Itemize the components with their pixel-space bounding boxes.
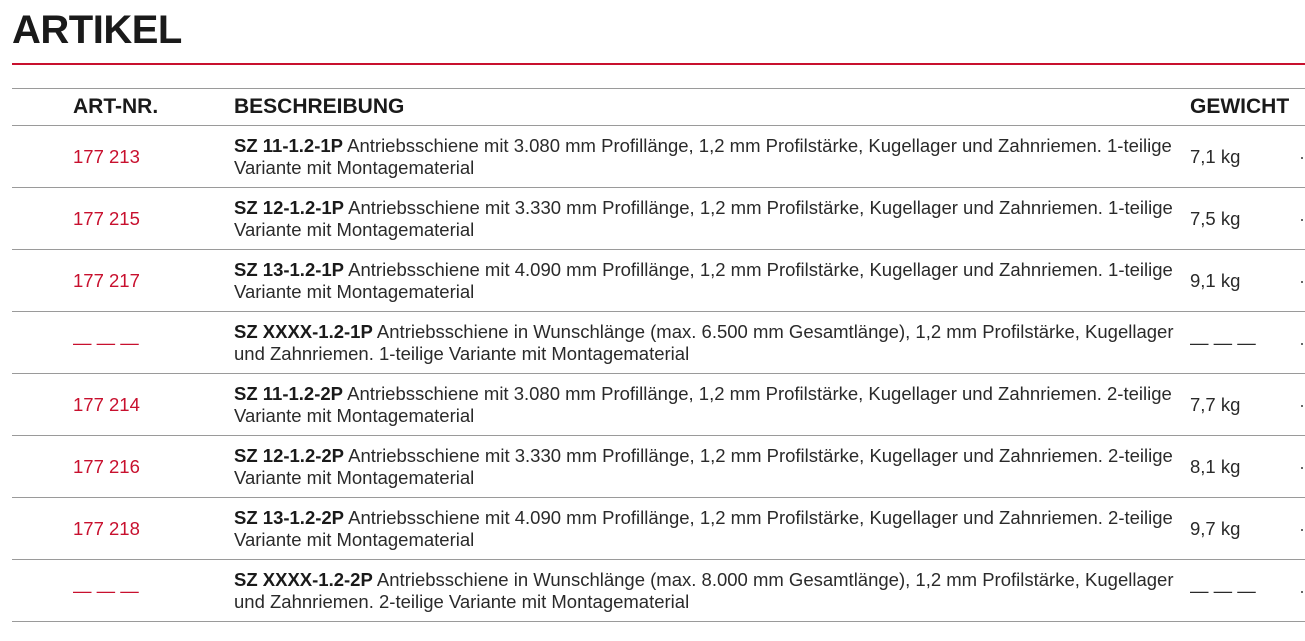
art-nr-cell: 177 218	[12, 498, 234, 560]
model-name: SZ 12-1.2-1P	[234, 196, 345, 218]
edge-mark	[1301, 467, 1303, 469]
table-row	[12, 250, 1305, 312]
description-cell	[234, 126, 1187, 188]
weight-value: 7,1 kg	[1190, 145, 1241, 167]
weight-cell	[1187, 188, 1305, 250]
weight-cell	[1187, 560, 1305, 622]
weight-value: 7,7 kg	[1190, 393, 1241, 415]
weight-cell	[1187, 436, 1305, 498]
weight-cell	[1187, 312, 1305, 374]
description-cell	[234, 436, 1187, 498]
model-name: SZ 12-1.2-2P	[234, 444, 345, 466]
description-text: Antriebsschiene in Wunschlänge (max. 8.000 mm Gesamtlänge), 1,2 mm Profilstärke, Kugellager und Zahnriemen. 2-teilige Variante mit Montagematerial	[234, 568, 1174, 612]
description-cell	[234, 188, 1187, 250]
edge-mark	[1301, 591, 1303, 593]
column-header-description: BESCHREIBUNG	[234, 89, 1187, 126]
table-row	[12, 188, 1305, 250]
model-name: SZ 11-1.2-1P	[234, 134, 344, 156]
edge-mark	[1301, 219, 1303, 221]
description-text: Antriebsschiene in Wunschlänge (max. 6.500 mm Gesamtlänge), 1,2 mm Profilstärke, Kugellager und Zahnriemen. 1-teilige Variante mit Montagematerial	[234, 320, 1174, 364]
table-row	[12, 126, 1305, 188]
description-cell	[234, 312, 1187, 374]
art-nr-cell: — — —	[12, 312, 234, 374]
weight-value: 9,1 kg	[1190, 269, 1241, 291]
header-row	[12, 89, 1305, 126]
model-name: SZ XXXX-1.2-1P	[234, 320, 373, 342]
weight-value: — — —	[1190, 579, 1256, 601]
art-nr-cell: 177 214	[12, 374, 234, 436]
art-nr-cell: 177 215	[12, 188, 234, 250]
column-header-art-nr: ART-NR.	[12, 89, 234, 126]
page-title: ARTIKEL	[12, 8, 182, 52]
description-cell	[234, 250, 1187, 312]
description-text: Antriebsschiene mit 3.330 mm Profillänge, 1,2 mm Profilstärke, Kugellager und Zahnriemen. 1-teilige Variante mit Montagematerial	[234, 196, 1173, 240]
weight-value: — — —	[1190, 331, 1256, 353]
table-row	[12, 560, 1305, 622]
table-header	[12, 89, 1305, 126]
edge-mark	[1301, 529, 1303, 531]
model-name: SZ XXXX-1.2-2P	[234, 568, 373, 590]
description-text: Antriebsschiene mit 3.080 mm Profillänge, 1,2 mm Profilstärke, Kugellager und Zahnriemen. 2-teilige Variante mit Montagematerial	[234, 382, 1172, 426]
title-divider	[12, 63, 1305, 65]
art-nr-cell: 177 213	[12, 126, 234, 188]
weight-cell	[1187, 374, 1305, 436]
weight-cell	[1187, 498, 1305, 560]
model-name: SZ 13-1.2-2P	[234, 506, 345, 528]
weight-cell	[1187, 126, 1305, 188]
description-text: Antriebsschiene mit 4.090 mm Profillänge, 1,2 mm Profilstärke, Kugellager und Zahnriemen. 1-teilige Variante mit Montagematerial	[234, 258, 1173, 302]
description-text: Antriebsschiene mit 4.090 mm Profillänge, 1,2 mm Profilstärke, Kugellager und Zahnriemen. 2-teilige Variante mit Montagematerial	[234, 506, 1173, 550]
edge-mark	[1301, 157, 1303, 159]
table-body	[12, 126, 1305, 622]
table-row	[12, 436, 1305, 498]
model-name: SZ 11-1.2-2P	[234, 382, 344, 404]
articles-table	[12, 88, 1305, 622]
table-row	[12, 312, 1305, 374]
art-nr-cell: — — —	[12, 560, 234, 622]
art-nr-cell: 177 216	[12, 436, 234, 498]
description-cell	[234, 374, 1187, 436]
table-row	[12, 374, 1305, 436]
weight-value: 9,7 kg	[1190, 517, 1241, 539]
edge-mark	[1301, 343, 1303, 345]
table-row	[12, 498, 1305, 560]
description-text: Antriebsschiene mit 3.080 mm Profillänge, 1,2 mm Profilstärke, Kugellager und Zahnriemen. 1-teilige Variante mit Montagematerial	[234, 134, 1172, 178]
weight-cell	[1187, 250, 1305, 312]
art-nr-cell: 177 217	[12, 250, 234, 312]
column-header-weight: GEWICHT	[1187, 89, 1305, 126]
description-cell	[234, 560, 1187, 622]
weight-value: 7,5 kg	[1190, 207, 1241, 229]
edge-mark	[1301, 281, 1303, 283]
model-name: SZ 13-1.2-1P	[234, 258, 345, 280]
edge-mark	[1301, 405, 1303, 407]
description-cell	[234, 498, 1187, 560]
description-text: Antriebsschiene mit 3.330 mm Profillänge, 1,2 mm Profilstärke, Kugellager und Zahnriemen. 2-teilige Variante mit Montagematerial	[234, 444, 1173, 488]
weight-value: 8,1 kg	[1190, 455, 1241, 477]
